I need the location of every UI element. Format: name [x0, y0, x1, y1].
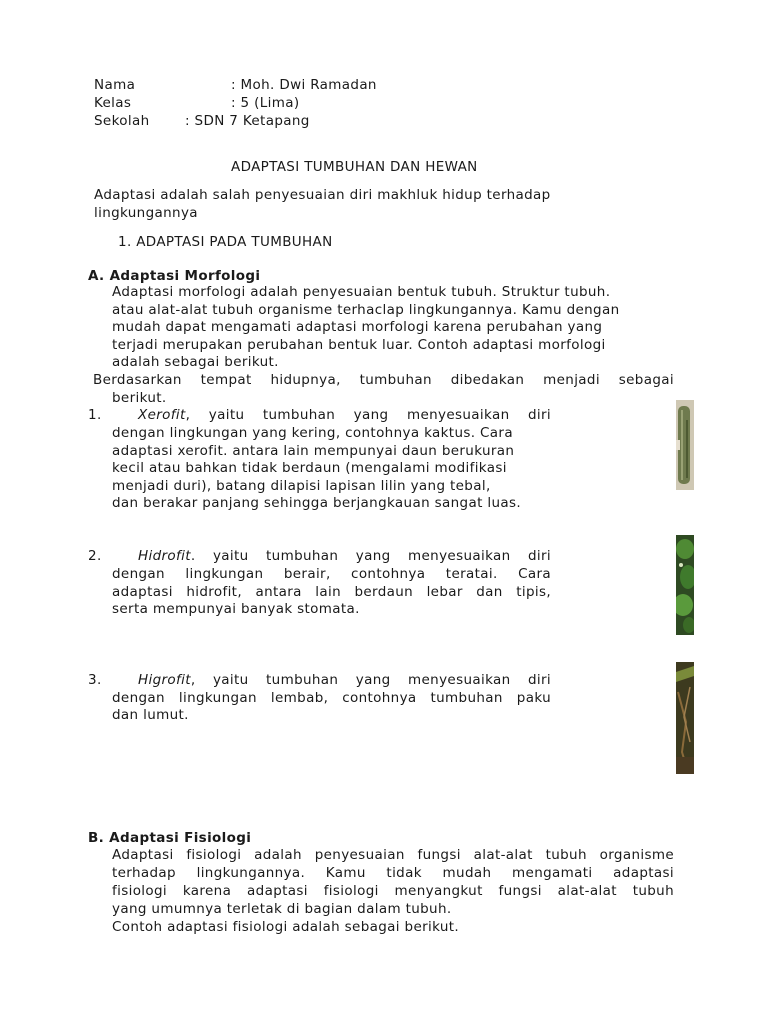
section-b-heading: B. Adaptasi Fisiologi	[88, 830, 252, 846]
item-term: Hidrofit	[138, 548, 191, 564]
value-nama: : Moh. Dwi Ramadan	[231, 77, 377, 93]
section-b-example: Contoh adaptasi fisiologi adalah sebagai berikut.	[112, 919, 460, 935]
section-b-line-1: Adaptasi fisiologi adalah penyesuaian fungsi alat-alat tubuh organisme	[112, 847, 674, 863]
basis-line-1: Berdasarkan tempat hidupnya, tumbuhan dibedakan menjadi sebagai	[93, 372, 674, 388]
item-line: kecil atau bahkan tidak berdaun (mengalami modifikasi	[112, 460, 507, 476]
section-a-line-5: adalah sebagai berikut.	[112, 354, 279, 370]
item-line: menjadi duri), batang dilapisi lapisan lilin yang tebal,	[112, 478, 491, 494]
intro-line-2: lingkungannya	[94, 205, 198, 221]
section-a-line-1: Adaptasi morfologi adalah penyesuaian bentuk tubuh. Struktur tubuh.	[112, 284, 611, 300]
section-b-line-2: terhadap lingkungannya. Kamu tidak mudah mengamati adaptasi	[112, 865, 674, 881]
item-line: dan berakar panjang sehingga berjangkauan sangat luas.	[112, 495, 522, 511]
item-number: 3.	[88, 672, 102, 688]
item-line: dengan lingkungan yang kering, contohnya kaktus. Cara	[112, 425, 513, 441]
value-kelas: : 5 (Lima)	[231, 95, 300, 111]
item-line: adaptasi hidrofit, antara lain berdaun lebar dan tipis,	[112, 584, 551, 600]
item-line: dan lumut.	[112, 707, 189, 723]
item-first-line	[138, 407, 551, 424]
item-number: 1.	[88, 407, 102, 423]
item-term: Xerofit	[138, 407, 186, 423]
label-nama: Nama	[94, 77, 136, 93]
item-line: dengan lingkungan berair, contohnya teratai. Cara	[112, 566, 551, 582]
cactus-photo	[676, 400, 694, 490]
item-first-line	[138, 672, 551, 689]
basis-line-2: berikut.	[112, 390, 167, 406]
item-first-rest: , yaitu tumbuhan yang menyesuaikan diri	[185, 407, 551, 423]
section-a-line-3: mudah dapat mengamati adaptasi morfologi karena perubahan yang	[112, 319, 603, 335]
section-a-line-4: terjadi merupakan perubahan bentuk luar. Contoh adaptasi morfologi	[112, 337, 606, 353]
section-1-heading: 1. ADAPTASI PADA TUMBUHAN	[118, 234, 333, 250]
section-b-line-4: yang umumnya terletak di bagian dalam tubuh.	[112, 901, 452, 917]
item-first-line	[138, 548, 551, 565]
section-a-line-2: atau alat-alat tubuh organisme terhaclap lingkungannya. Kamu dengan	[112, 302, 620, 318]
item-line: dengan lingkungan lembab, contohnya tumbuhan paku	[112, 690, 551, 706]
label-sekolah: Sekolah	[94, 113, 150, 129]
item-line: adaptasi xerofit. antara lain mempunyai daun berukuran	[112, 443, 515, 459]
item-first-rest: . yaitu tumbuhan yang menyesuaikan diri	[190, 548, 551, 564]
intro-line-1: Adaptasi adalah salah penyesuaian diri makhluk hidup terhadap	[94, 187, 551, 203]
item-term: Higrofit	[138, 672, 191, 688]
item-first-rest: , yaitu tumbuhan yang menyesuaikan diri	[190, 672, 551, 688]
lotus-photo	[676, 535, 694, 635]
label-kelas: Kelas	[94, 95, 132, 111]
value-sekolah: : SDN 7 Ketapang	[185, 113, 310, 129]
page-title: ADAPTASI TUMBUHAN DAN HEWAN	[231, 159, 478, 175]
item-line: serta mempunyai banyak stomata.	[112, 601, 360, 617]
section-a-heading: A. Adaptasi Morfologi	[88, 268, 261, 284]
moss-photo	[676, 662, 694, 774]
item-number: 2.	[88, 548, 102, 564]
section-b-line-3: fisiologi karena adaptasi fisiologi menyangkut fungsi alat-alat tubuh	[112, 883, 674, 899]
